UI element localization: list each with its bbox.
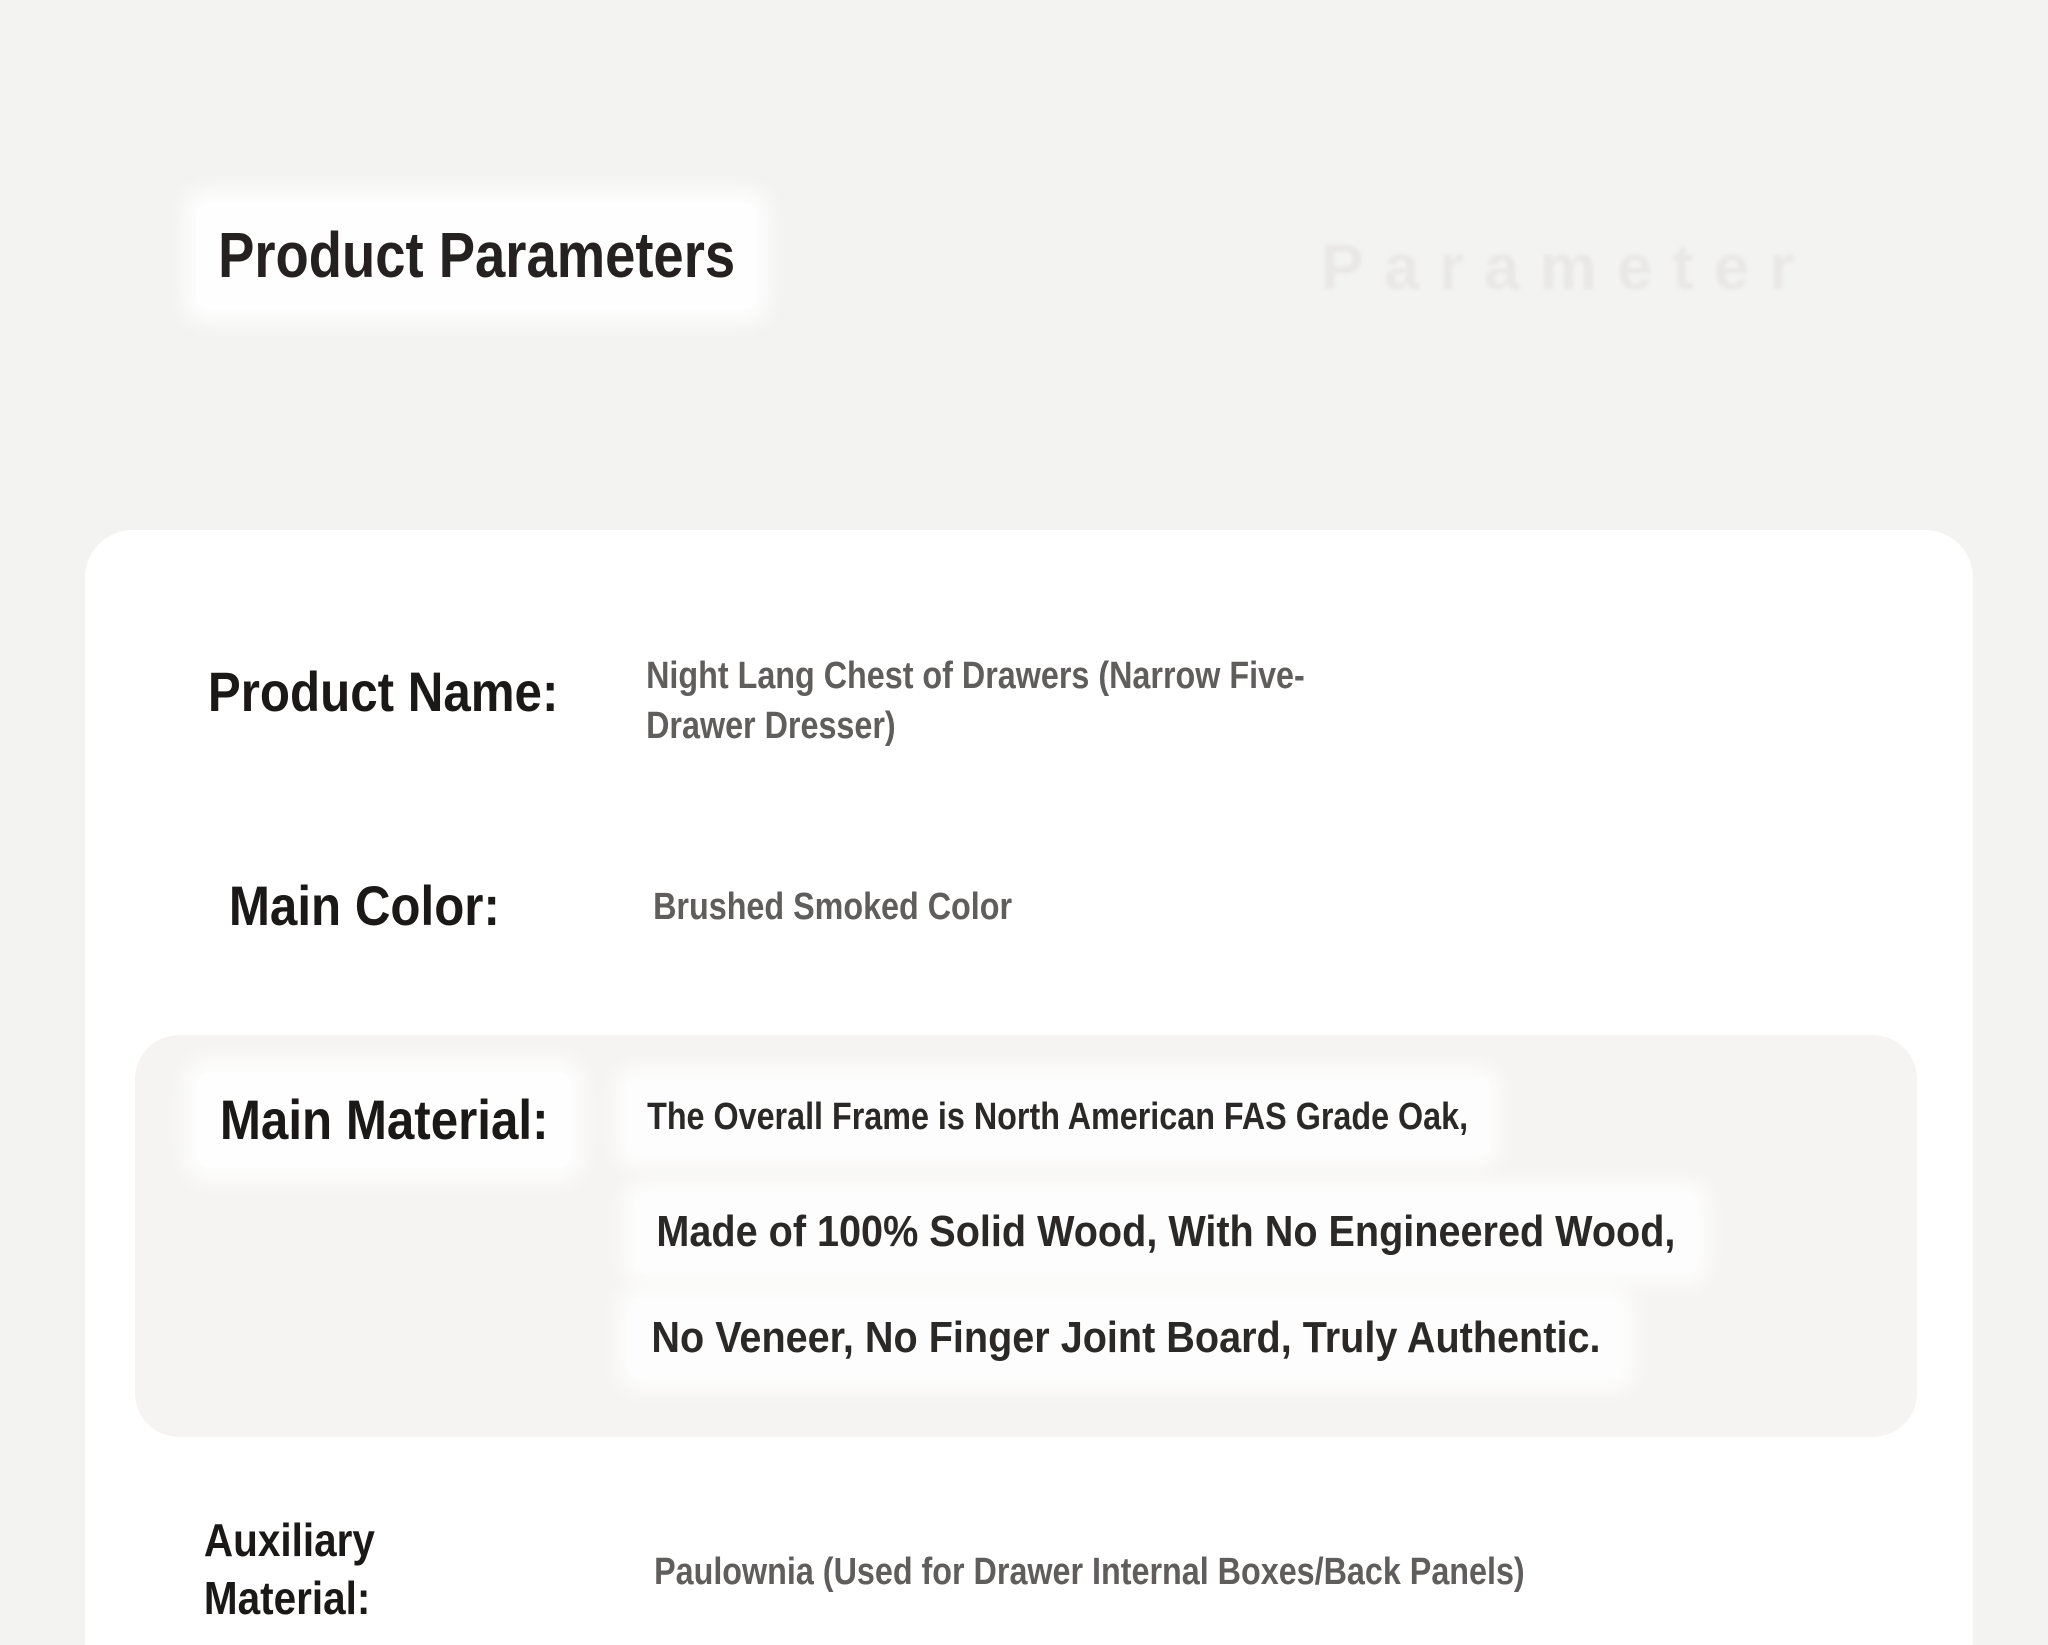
main-material-line-1: The Overall Frame is North American FAS Grade Oak, xyxy=(625,1078,1490,1156)
auxiliary-material-value: Paulownia (Used for Drawer Internal Boxes/Back Panels) xyxy=(632,1533,1547,1611)
main-material-line-2: Made of 100% Solid Wood, With No Engineered Wood, xyxy=(633,1192,1699,1273)
main-color-label: Main Color: xyxy=(206,859,523,953)
product-name-label: Product Name: xyxy=(185,645,581,739)
auxiliary-material-label: Auxiliary Material: xyxy=(181,1496,438,1644)
watermark-text: Parameter xyxy=(1321,231,1815,303)
page-title: Product Parameters xyxy=(196,203,757,309)
main-color-value: Brushed Smoked Color xyxy=(631,868,1034,946)
product-name-value: Night Lang Chest of Drawers (Narrow Five-Drawer Dresser) xyxy=(624,637,1348,765)
main-material-label: Main Material: xyxy=(197,1073,571,1167)
main-material-line-3: No Veneer, No Finger Joint Board, Truly Authentic. xyxy=(628,1298,1624,1379)
